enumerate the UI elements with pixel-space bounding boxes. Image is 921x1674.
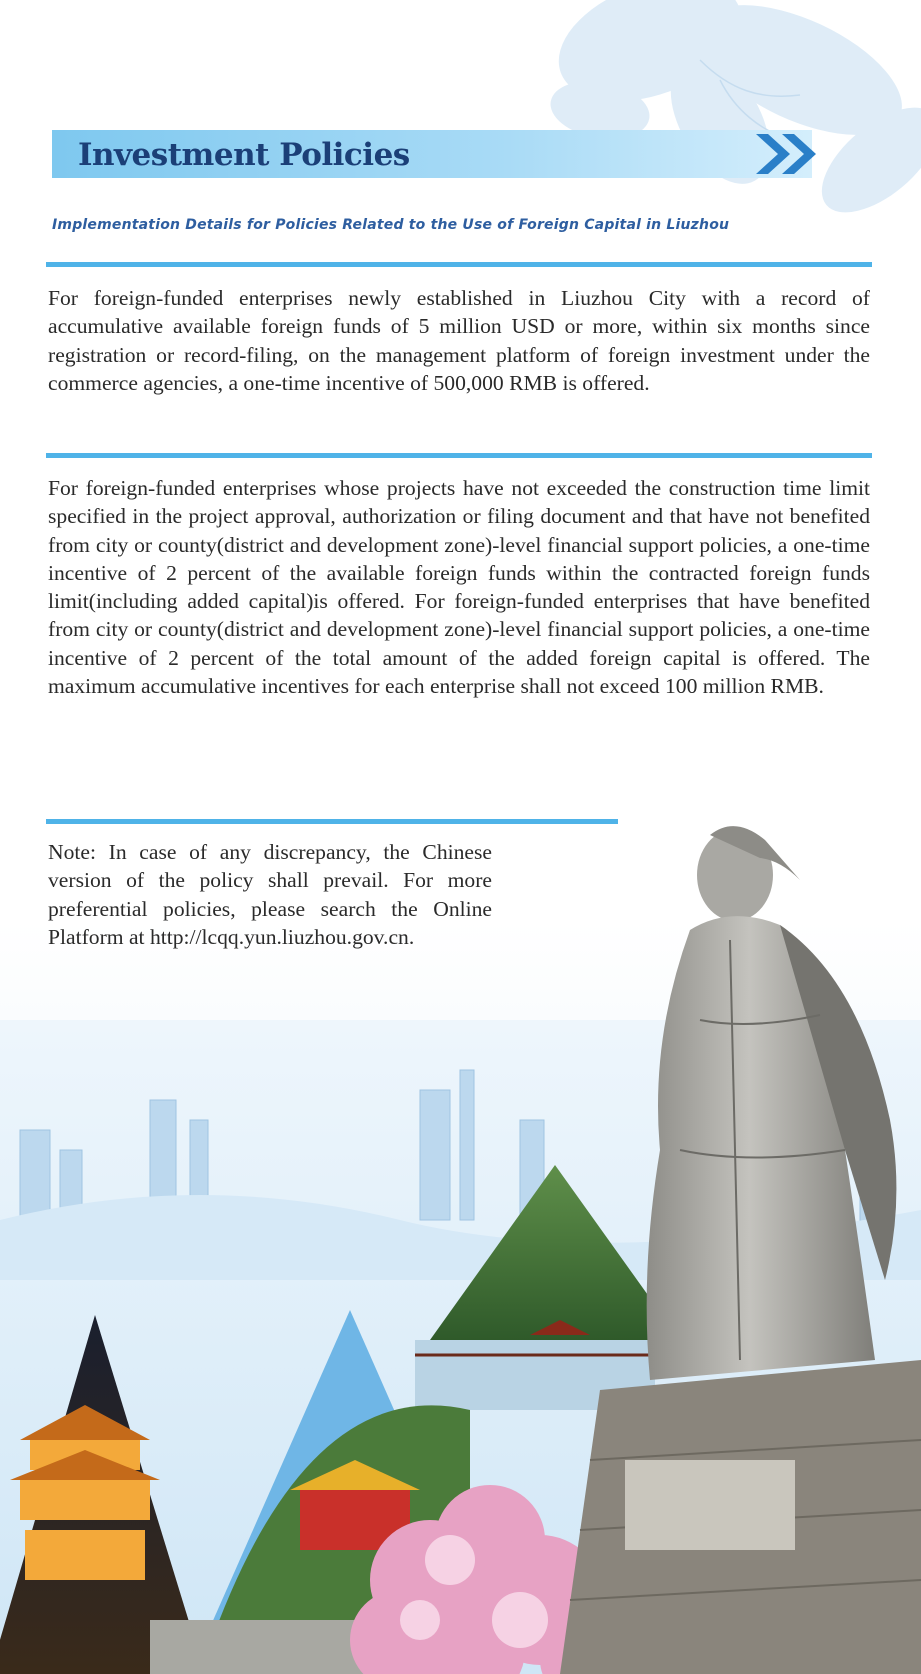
- page-subtitle: Implementation Details for Policies Related to the Use of Foreign Capital in Liuzhou: [52, 217, 730, 233]
- page-title: Investment Policies: [78, 137, 410, 173]
- double-chevron-right-icon: [752, 132, 842, 176]
- divider: [46, 262, 872, 267]
- divider: [46, 453, 872, 458]
- policy-paragraph-2: For foreign-funded enterprises whose projects have not exceeded the construction time limit specified in the project approval, authorization or filing document and that have not benefited from city or county(district and development zone)-level financial support policies, a one-time incentive of 2 percent of the available foreign funds within the contracted foreign funds limit(including added capital)is offered. For foreign-funded enterprises that have benefited from city or county(district and development zone)-level financial support policies, a one-time incentive of 2 percent of the total amount of the added foreign capital is offered. The maximum accumulative incentives for each enterprise shall not exceed 100 million RMB.: [48, 476, 870, 699]
- divider: [46, 819, 618, 824]
- policy-note: Note: In case of any discrepancy, the Chinese version of the policy shall prevail. For more preferential policies, please search the Online Platform at http://lcqq.yun.liuzhou.gov.cn.: [48, 840, 492, 949]
- statue-image: [630, 820, 920, 1400]
- policy-paragraph-1: For foreign-funded enterprises newly established in Liuzhou City with a record of accumulative available foreign funds of 5 million USD or more, within six months since registration or record-filing, on the management platform of foreign investment under the commerce agencies, a one-time incentive of 500,000 RMB is offered.: [48, 286, 870, 395]
